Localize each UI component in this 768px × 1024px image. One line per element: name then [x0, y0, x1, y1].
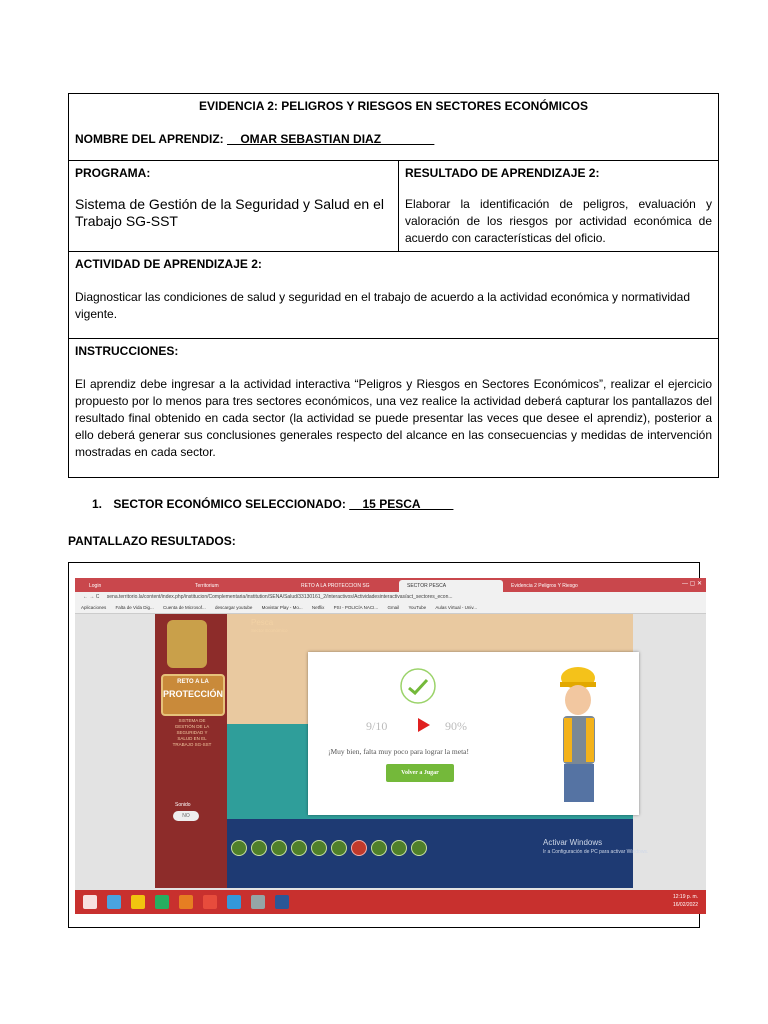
windows-taskbar [75, 890, 706, 914]
sector-line [92, 497, 453, 511]
screenshot-frame [68, 562, 700, 928]
media-icon[interactable] [179, 895, 193, 909]
instructions-value: El aprendiz debe ingresar a la actividad interactiva “Peligros y Riesgos en Sectores Económicos”, realizar el ejercicio propuesto por lo menos para tres sectores económicos, una vez realice la actividad deberá capturar los pantallazos del resultado final obtenido en cada sector (la actividad se puede presentar las veces que desee el aprendiz), posterior a ello deberá generar sus conclusiones generales respecto del alcance en las consecuencias y medidas de intervención mostradas en cada sector. [75, 377, 712, 459]
program-value: Sistema de Gestión de la Seguridad y Salud en el Trabajo SG-SST [75, 196, 384, 229]
sector-number: 1. [92, 497, 103, 511]
logo-line1: RETO A LA [177, 679, 209, 685]
activity-label: ACTIVIDAD DE APRENDIZAJE 2: [75, 257, 262, 271]
chrome-icon[interactable] [203, 895, 217, 909]
instructions-label: INSTRUCCIONES: [75, 344, 179, 358]
coin-icon [371, 840, 387, 856]
coin-icon [251, 840, 267, 856]
clock-date: 16/02/2022 [672, 902, 698, 908]
ie-icon[interactable] [107, 895, 121, 909]
bookmark-6[interactable]: PSI - POLICÍA NACI... [333, 605, 379, 610]
folder-icon[interactable] [131, 895, 145, 909]
window-controls-icon[interactable]: — ▢ ✕ [681, 581, 702, 587]
document-title: EVIDENCIA 2: PELIGROS Y RIESGOS EN SECTORES ECONÓMICOS [199, 99, 588, 113]
result-message: ¡Muy bien, falta muy poco para lograr la meta! [328, 747, 469, 756]
game-subtitle: Sector Económico [251, 628, 288, 633]
coin-icon [291, 840, 307, 856]
evidence-table [68, 93, 719, 478]
instructions-cell [69, 339, 719, 478]
bookmark-8[interactable]: YouTube [408, 605, 427, 610]
store-icon[interactable] [155, 895, 169, 909]
coin-icon [231, 840, 247, 856]
result-value: Elaborar la identificación de peligros, evaluación y valoración de los riesgos por actividad económica de acuerdo con características del oficio. [405, 197, 712, 245]
bookmark-9[interactable]: Aulas Virtual - Univ... [435, 605, 478, 610]
result-label: RESULTADO DE APRENDIZAJE 2: [405, 166, 600, 180]
coin-icon [311, 840, 327, 856]
side-text: SISTEMA DE GESTIÓN DE LA SEGURIDAD Y SALUD EN EL TRABAJO SG-SST [172, 718, 212, 747]
sound-toggle[interactable]: NO [173, 811, 199, 821]
coin-wrong-icon [351, 840, 367, 856]
score-text: 9/10 [366, 719, 388, 733]
edge-icon[interactable] [227, 895, 241, 909]
game-title: Pesca [251, 618, 274, 627]
apprentice-label: NOMBRE DEL APRENDIZ: [75, 132, 224, 146]
program-label: PROGRAMA: [75, 166, 151, 180]
address-bar[interactable] [75, 592, 706, 603]
bookmark-7[interactable]: Gmail [387, 605, 400, 610]
coin-icon [271, 840, 287, 856]
nav-arrows-icon[interactable]: ← → C [83, 594, 100, 600]
apprentice-name: OMAR SEBASTIAN DIAZ [227, 132, 435, 146]
game-logo [161, 674, 225, 716]
coin-icon [411, 840, 427, 856]
browser-tab-reto[interactable]: RETO A LA PROTECCION SG [301, 583, 370, 589]
browser-tab-territorium[interactable]: Territorium [195, 583, 219, 589]
game-area [155, 614, 649, 888]
coin-icon [331, 840, 347, 856]
start-icon[interactable] [83, 895, 97, 909]
game-sidebar [155, 614, 227, 888]
bookmark-5[interactable]: Netflix [311, 605, 325, 610]
bookmark-0[interactable]: Aplicaciones [81, 605, 107, 610]
browser-tabbar [75, 578, 706, 592]
program-cell [69, 161, 399, 252]
browser-icon[interactable] [251, 895, 265, 909]
watermark-sub: Ir a Configuración de PC para activar Windows. [543, 849, 649, 855]
worker-character-icon [546, 660, 616, 810]
apprentice-row [75, 131, 712, 148]
results-screenshot [75, 578, 706, 914]
play-arrow-icon [418, 718, 430, 732]
url-text: sena.territorio.la/content/index.php/institucion/Complementaria/institution/SENA/Salud/33130161_2/interactivos/Actividadesinteractivas/act_sectores_econ... [106, 594, 453, 600]
evidence-document [68, 93, 718, 478]
result-modal [308, 652, 639, 815]
activity-cell [69, 252, 719, 339]
bookmarks-bar [75, 603, 706, 614]
system-clock [673, 893, 698, 909]
coin-icon [391, 840, 407, 856]
result-cell [399, 161, 719, 252]
bookmark-2[interactable]: Cuenta de Microsof... [163, 605, 206, 610]
sector-label: SECTOR ECONÓMICO SELECCIONADO: [113, 497, 346, 511]
activity-value: Diagnosticar las condiciones de salud y seguridad en el trabajo de acuerdo a la actividad económica y normatividad vigente. [75, 290, 691, 321]
clock-time: 12:19 p. m. [672, 894, 698, 900]
header-cell [69, 94, 719, 161]
sector-value: 15 PESCA [349, 497, 454, 511]
screenshot-label: PANTALLAZO RESULTADOS: [68, 534, 236, 548]
page-content [75, 614, 706, 890]
bookmark-1[interactable]: Falta de Vida Dig... [115, 605, 154, 610]
word-icon[interactable] [275, 895, 289, 909]
browser-tab-sector-pesca[interactable]: SECTOR PESCA [399, 580, 503, 592]
browser-tab-evidencia[interactable]: Evidencia 2 Peligros Y Riesgo [511, 583, 578, 589]
browser-tab-login[interactable]: Login [89, 583, 102, 589]
worker-avatar-icon [167, 620, 207, 668]
bookmark-4[interactable]: Movistar Play - Mo... [261, 605, 303, 610]
percent-text: 90% [445, 719, 467, 733]
check-badge-icon [398, 666, 438, 706]
play-again-button[interactable]: Volver a Jugar [386, 764, 454, 782]
logo-line2: PROTECCIÓN [163, 689, 224, 699]
bookmark-3[interactable]: descargar youtube [215, 605, 253, 610]
sound-label: Sonido [175, 802, 191, 808]
watermark-title: Activar Windows [543, 838, 603, 847]
